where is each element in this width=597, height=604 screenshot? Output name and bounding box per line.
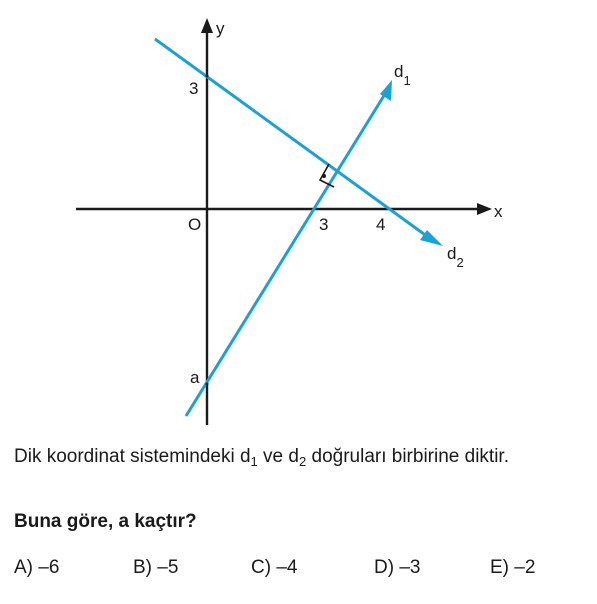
option-c-value: –4 (276, 557, 298, 578)
x-axis-label: x (494, 202, 503, 221)
line-d2-index: 2 (456, 255, 464, 270)
line-d2-label (447, 244, 464, 270)
option-a[interactable] (14, 557, 59, 579)
y-axis-label: y (216, 19, 225, 38)
line-d2-letter: d (447, 244, 457, 263)
question-text-part1: Dik koordinat sistemindeki d (14, 446, 251, 467)
line-d1-label (394, 62, 411, 88)
y-tick-a-label: a (190, 368, 200, 387)
option-d[interactable] (374, 557, 420, 579)
line-d1 (186, 94, 385, 416)
question-text-part2: ve d (257, 446, 299, 467)
option-b-label: B) (133, 557, 152, 578)
right-angle-dot (322, 174, 326, 178)
line-d1-letter: d (394, 62, 404, 81)
line-d2 (155, 39, 428, 237)
y-intercept-a-point (206, 383, 209, 386)
question-text-part3: doğruları birbirine diktir. (306, 446, 509, 467)
option-c[interactable] (251, 557, 297, 579)
y-axis-arrow (201, 18, 213, 33)
y-intercept-3-point (206, 75, 209, 78)
origin-label: O (188, 215, 202, 234)
question-sub2: 2 (298, 454, 307, 469)
option-a-value: –6 (38, 557, 60, 578)
option-a-label: A) (14, 557, 33, 578)
question-sub1: 1 (250, 454, 258, 469)
x-tick-3-label: 3 (319, 215, 329, 234)
option-e-label: E) (490, 557, 509, 578)
question-prompt: Buna göre, a kaçtır? (14, 511, 197, 532)
x-tick-4-label: 4 (376, 215, 386, 234)
option-e[interactable] (490, 557, 535, 579)
option-d-value: –3 (399, 557, 421, 578)
y-tick-3-label: 3 (189, 79, 199, 98)
line-d1-index: 1 (403, 73, 411, 88)
option-e-value: –2 (514, 557, 536, 578)
option-d-label: D) (374, 557, 395, 578)
option-b-value: –5 (157, 557, 179, 578)
question-text (14, 443, 584, 470)
answer-options (14, 557, 594, 581)
x-axis-arrow (477, 203, 492, 215)
option-b[interactable] (133, 557, 178, 579)
option-c-label: C) (251, 557, 272, 578)
